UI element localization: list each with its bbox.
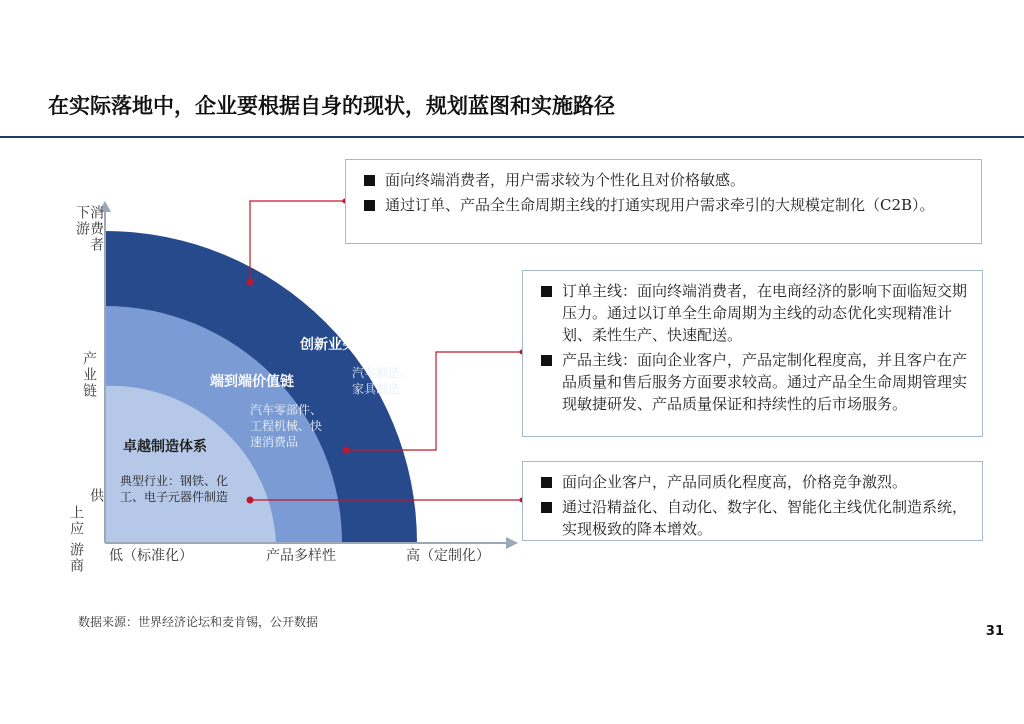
y-axis-bottom-label-c: 游商 (68, 542, 84, 574)
bullet-square-icon (541, 355, 552, 366)
x-axis-low-label: 低（标准化） (109, 548, 193, 564)
bullet-square-icon (364, 175, 375, 186)
x-axis-arrow-icon (506, 537, 518, 549)
callout-middle-bullet-2 (541, 349, 970, 415)
layer-outer-title: 创新业务模式 (300, 337, 384, 353)
callout-middle-text-2: 产品主线：面向企业客户，产品定制化程度高，并且客户在产品质量和售后服务方面要求较高。通过产品全生命周期管理实现敏捷研发、产品质量保证和持续性的后市场服务。 (562, 351, 968, 413)
callout-inner-bullet-1 (541, 471, 970, 493)
layer-middle-example-3: 速消费品 (250, 435, 299, 449)
callout-inner-bullet-2 (541, 496, 970, 540)
y-axis-mid-label: 产业链 (81, 351, 97, 399)
layer-outer-example-1: 汽车制造、 (352, 366, 413, 380)
bullet-square-icon (541, 286, 552, 297)
callout-outer-text-2: 通过订单、产品全生命周期主线的打通实现用户需求牵引的大规模定制化（C2B）。 (385, 196, 935, 214)
connector-inner-dot (247, 497, 254, 504)
y-axis-bottom-label-a: 供 (88, 488, 104, 504)
callout-inner-text-2: 通过沿精益化、自动化、数字化、智能化主线优化制造系统，实现极致的降本增效。 (562, 498, 968, 538)
callout-middle-bullet-1 (541, 280, 970, 346)
x-axis-title: 产品多样性 (266, 548, 336, 564)
connector-outer (250, 201, 345, 282)
layer-middle-example-1: 汽车零部件、 (250, 403, 323, 417)
callout-outer-bullet-2 (364, 194, 967, 216)
page-title: 在实际落地中，企业要根据自身的现状，规划蓝图和实施路径 (48, 94, 615, 118)
callout-outer-text-1: 面向终端消费者，用户需求较为个性化且对价格敏感。 (385, 171, 746, 189)
callout-box-inner (522, 461, 983, 541)
bullet-square-icon (541, 502, 552, 513)
callout-outer-bullet-1 (364, 169, 967, 191)
callout-inner-text-1: 面向企业客户，产品同质化程度高，价格竞争激烈。 (562, 473, 908, 491)
source-note: 数据来源：世界经济论坛和麦肯锡，公开数据 (78, 615, 319, 629)
connector-middle-dot (343, 447, 350, 454)
layer-outer-example-2: 家具制造 (352, 382, 401, 396)
callout-middle-text-1: 订单主线：面向终端消费者，在电商经济的影响下面临短交期压力。通过以订单全生命周期为主线的动态优化实现精准计划、柔性生产、快速配送。 (562, 282, 968, 344)
bullet-square-icon (364, 200, 375, 211)
layer-inner-example-1: 典型行业：钢铁、化 (120, 474, 229, 488)
layer-inner-example-2: 工、电子元器件制造 (120, 490, 229, 504)
connector-outer-dot (247, 279, 254, 286)
x-axis-high-label: 高（定制化） (406, 548, 490, 564)
layer-inner-title: 卓越制造体系 (123, 439, 207, 455)
callout-box-middle (522, 270, 983, 437)
y-axis-top-label-a: 下游 (74, 205, 90, 237)
y-axis-bottom-label-b: 上应 (68, 505, 84, 537)
layer-middle-title: 端到端价值链 (210, 374, 294, 390)
callout-box-outer (345, 159, 982, 244)
y-axis-top-label-b: 消费者 (88, 205, 104, 253)
bullet-square-icon (541, 477, 552, 488)
layer-middle-example-2: 工程机械、快 (250, 419, 323, 433)
page-number: 31 (985, 624, 1004, 639)
